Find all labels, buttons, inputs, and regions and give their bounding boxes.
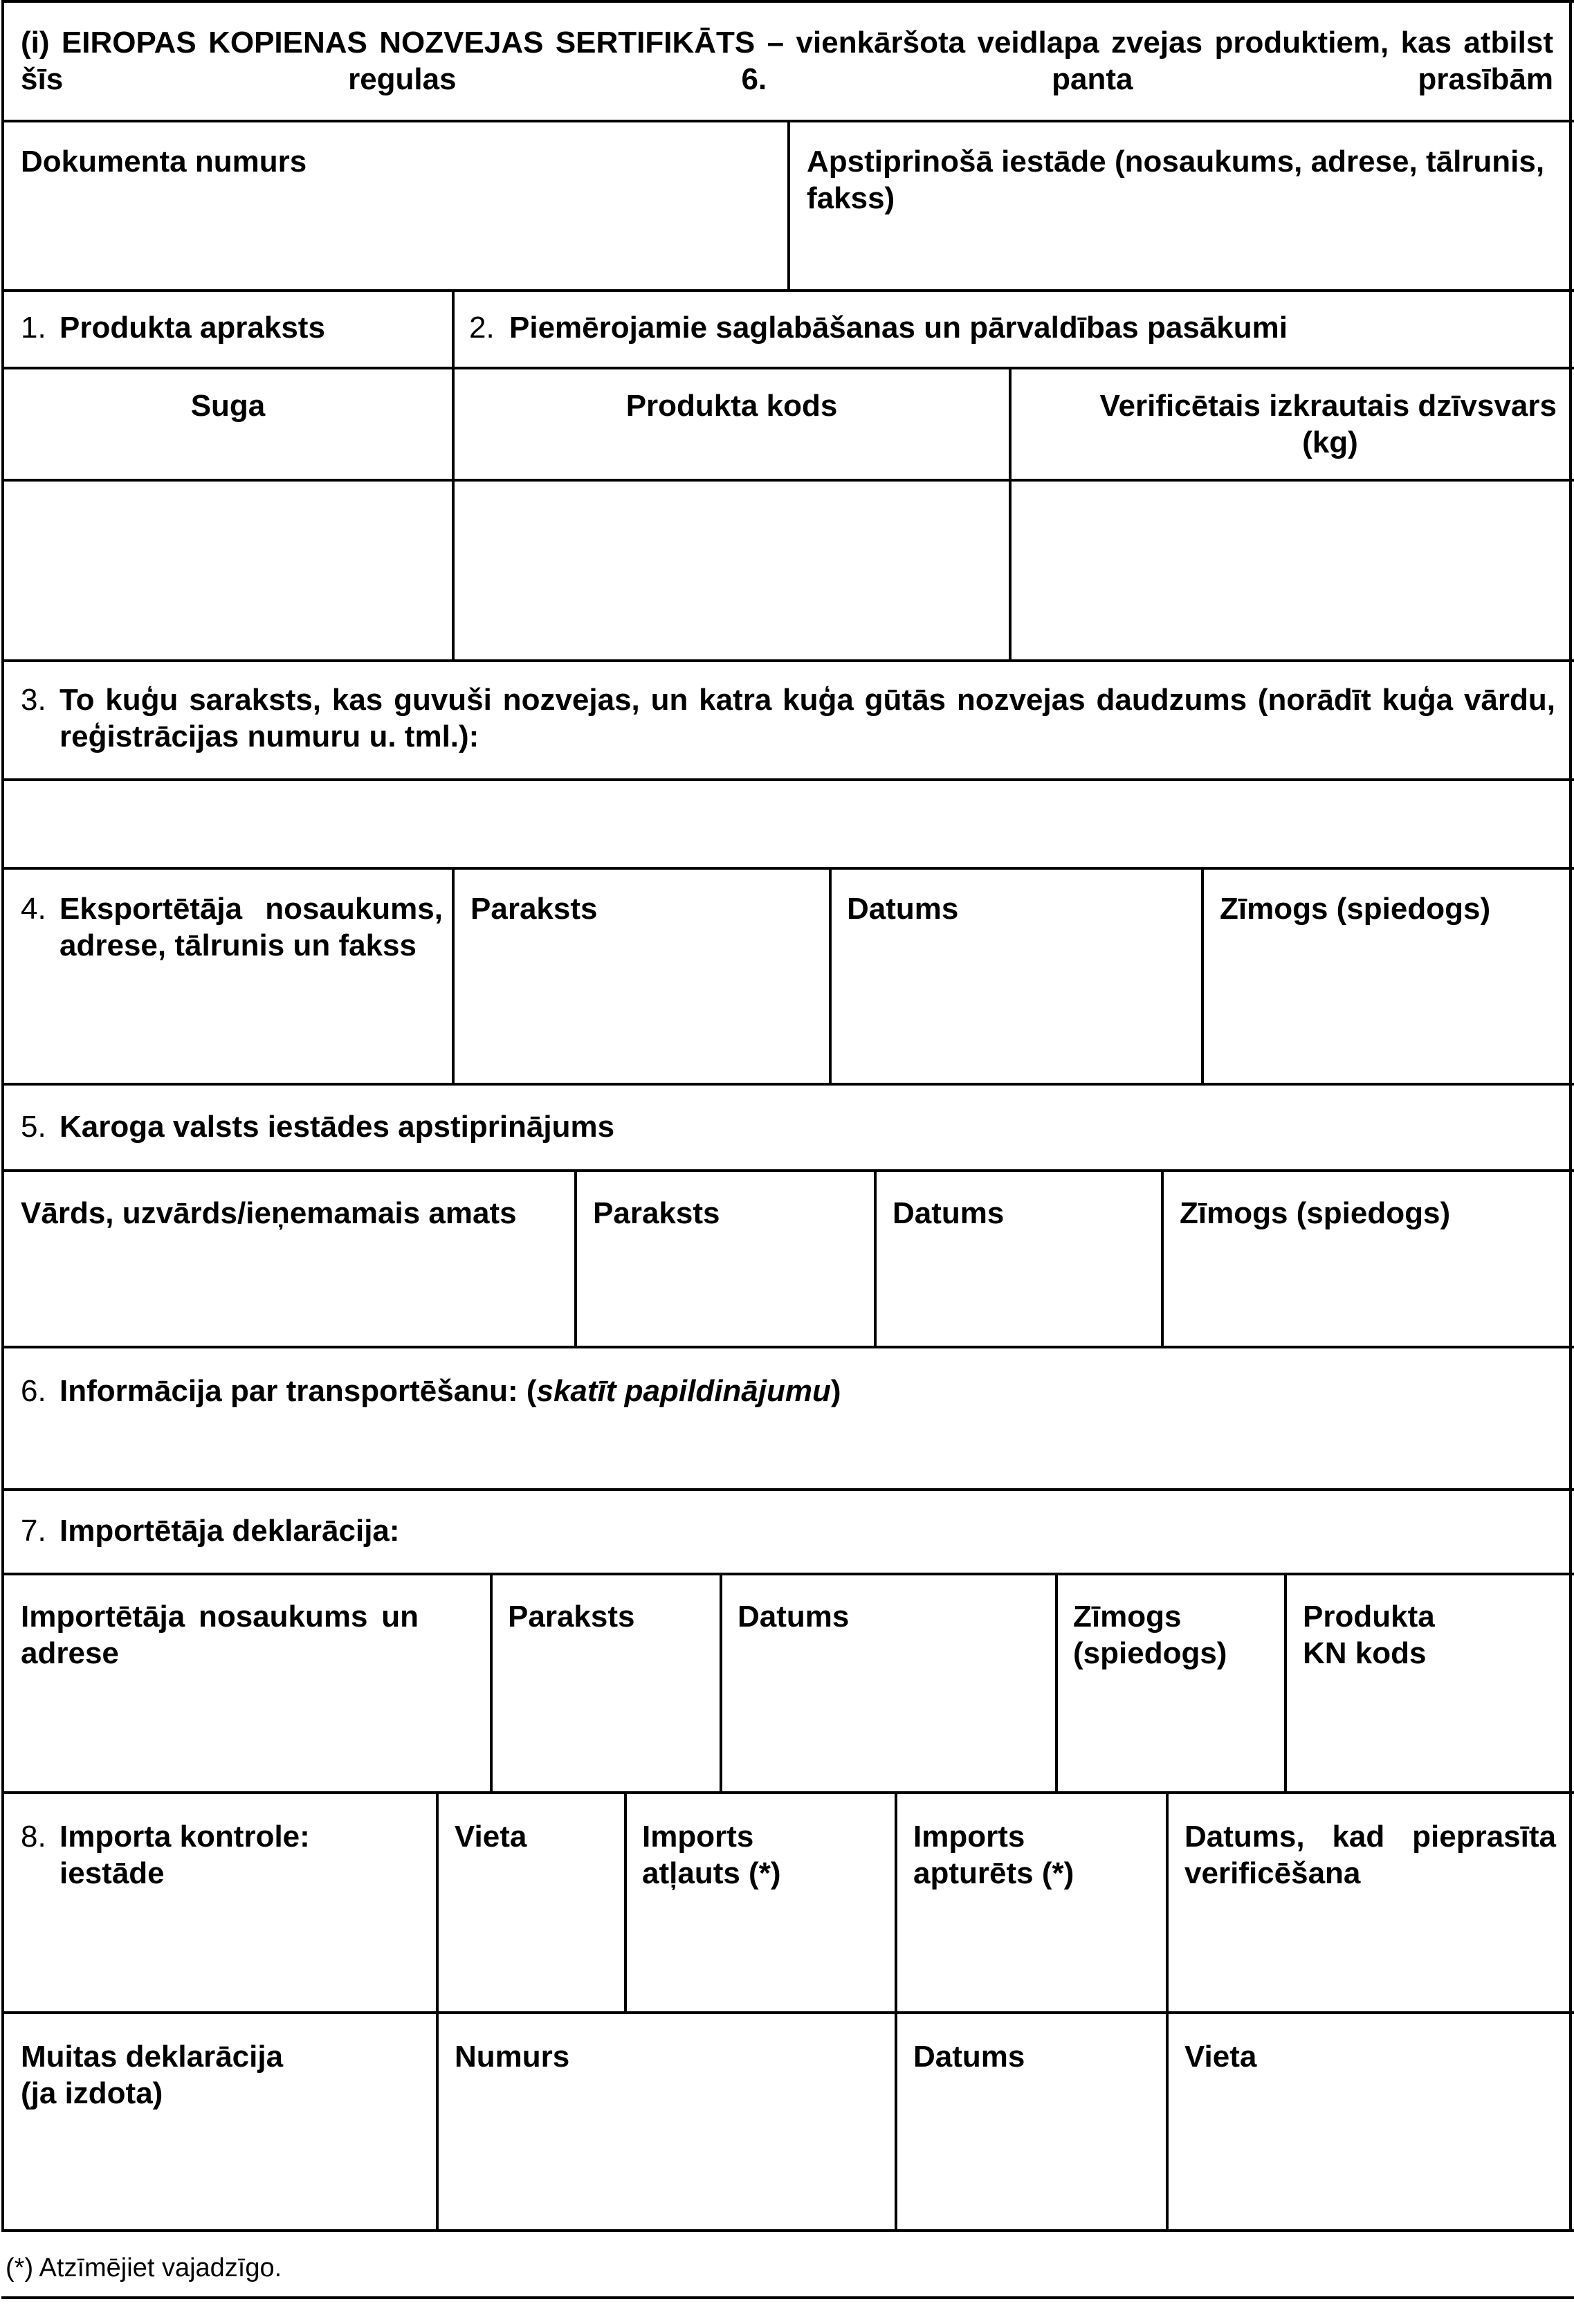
border-right [1569,0,1572,2232]
section6-label-end: ) [830,1374,841,1408]
border-left [1,0,4,2232]
section2-number: 2. [469,311,495,345]
customs-label: Muitas deklarācija (ja izdota) [21,2040,284,2110]
section8-heading [21,1818,429,1892]
vline-s7-2 [720,1573,722,1794]
vline-s5-3 [1161,1169,1164,1348]
section5-number: 5. [21,1110,46,1144]
col-verified-weight [1031,387,1557,461]
vline-s8-1 [436,1791,439,2232]
section6-label: Informācija par transportēšanu: ( [60,1374,537,1408]
vline-s5-1 [574,1169,577,1348]
vline-s4-3 [1201,867,1204,1086]
section8-label: Importa kontrole: iestāde [60,1820,310,1890]
vline-s7-1 [490,1573,493,1794]
section5-name-title: Vārds, uzvārds/ieņemamais amats [21,1196,517,1230]
section1-label: Produkta apraksts [60,311,325,345]
border-bottom [1,2296,1574,2299]
section7-seal: Zīmogs (spiedogs) [1073,1600,1227,1670]
col-product-code: Produkta kods [625,389,838,423]
section8-import-authorised: Imports atļauts (*) [642,1820,781,1890]
section7-importer-name: Importētāja nosaukums un adrese [21,1600,419,1670]
section2-label: Piemērojamie saglabāšanas un pārvaldības pasākumi [509,311,1288,345]
section2-heading [469,309,1555,346]
section6-label-italic: skatīt papildinājumu [536,1374,831,1408]
vline-s7-3 [1055,1573,1058,1794]
section7-date: Datums [738,1600,850,1634]
section4-seal: Zīmogs (spiedogs) [1220,892,1491,926]
section8-place: Vieta [455,1820,527,1854]
divider-section6 [1,1488,1574,1491]
divider-section3 [1,778,1574,781]
section3-label: To kuģu saraksts, kas guvuši nozvejas, un katra kuģa gūtās nozvejas daudzums (norādīt kuģa vārdu, reģistrācijas numuru u. tml.): [60,683,1555,753]
divider-product-rows [1,659,1574,662]
divider-section8 [1,2011,1574,2014]
section5-date: Datums [893,1196,1005,1230]
customs-date: Datums [913,2040,1025,2074]
section3-number: 3. [21,683,46,717]
section5-label: Karoga valsts iestādes apstiprinājums [60,1110,615,1144]
section4-label: Eksportētāja nosaukums, adrese, tālrunis un fakss [60,892,443,962]
section6-number: 6. [21,1374,46,1408]
border-top [1,0,1574,3]
vline-s7-4 [1284,1573,1287,1794]
divider-customs [1,2229,1574,2232]
section8-verification-date: Datums, kad pieprasīta verificēšana [1184,1820,1556,1890]
section5-signature: Paraksts [593,1196,720,1230]
section7-heading [21,1512,1543,1549]
section7-cn-code: Produkta KN kods [1303,1600,1435,1670]
col-species: Suga [190,389,266,423]
section5-heading [21,1108,1543,1145]
section7-number: 7. [21,1514,46,1548]
vline-doc-authority [787,120,790,292]
vline-s8-2 [624,1791,627,2014]
vline-s4-2 [829,867,832,1086]
divider-product-header [1,479,1574,482]
section4-signature: Paraksts [470,892,598,926]
vline-code-weight [1009,367,1012,662]
divider-section7-fields [1,1791,1574,1794]
footnote: (*) Atzīmējiet vajadzīgo. [6,2253,282,2282]
section8-number: 8. [21,1820,46,1854]
vline-s5-2 [874,1169,877,1348]
customs-place: Vieta [1184,2040,1257,2074]
form-title: (i) EIROPAS KOPIENAS NOZVEJAS SERTIFIKĀTS – vienkāršota veidlapa zvejas produktiem, kas atbilst šīs regulas 6. panta prasībām [21,26,1553,96]
divider-section7 [1,1573,1574,1575]
vline-s4-1 [452,867,455,1086]
validating-authority-label: Apstiprinošā iestāde (nosaukums, adrese, tālrunis, fakss) [807,145,1545,215]
divider-section5 [1,1169,1574,1172]
divider-section4 [1,1083,1574,1086]
section8-import-suspended: Imports apturēts (*) [913,1820,1074,1890]
col-verified-weight-line2: (kg) [1302,426,1358,459]
section4-heading [21,890,443,964]
vline-section1-2 [452,289,455,662]
section6-heading [21,1373,1543,1409]
customs-number: Numurs [455,2040,570,2074]
section4-date: Datums [847,892,959,926]
section5-seal: Zīmogs (spiedogs) [1180,1196,1451,1230]
vline-s8-3 [895,1791,897,2232]
divider-section3-content [1,867,1574,870]
section4-number: 4. [21,892,46,926]
col-verified-weight-line1: Verificētais izkrautais dzīvsvars [1099,389,1557,423]
divider-section5-fields [1,1346,1574,1348]
section3-heading [21,681,1555,755]
section7-signature: Paraksts [508,1600,635,1634]
section1-heading [21,309,443,346]
vline-s8-4 [1166,1791,1169,2232]
section1-number: 1. [21,311,46,345]
divider-section1 [1,367,1574,369]
section7-label: Importētāja deklarācija: [60,1514,400,1548]
document-number-label: Dokumenta numurs [21,145,307,179]
